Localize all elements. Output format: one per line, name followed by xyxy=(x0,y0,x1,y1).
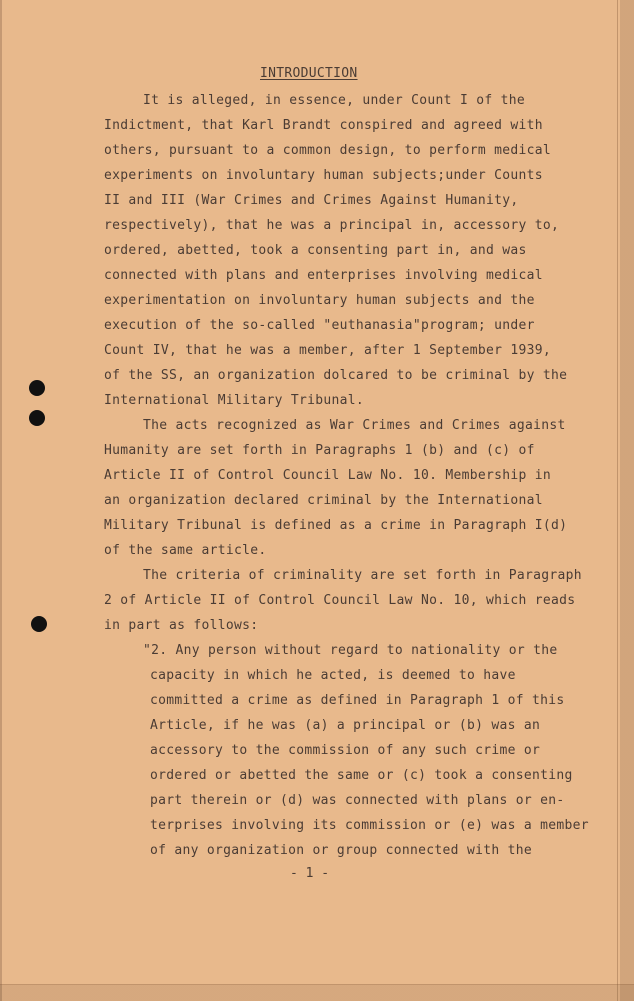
text-line: experiments on involuntary human subjects;under Counts xyxy=(104,168,543,183)
text-line: International Military Tribunal. xyxy=(104,393,365,408)
text-line: Indictment, that Karl Brandt conspired and agreed with xyxy=(104,118,543,133)
text-line: others, pursuant to a common design, to perform medical xyxy=(104,143,551,158)
text-line: The acts recognized as War Crimes and Crimes against xyxy=(143,418,566,433)
quoted-text-line: ordered or abetted the same or (c) took a consenting xyxy=(150,768,573,783)
text-line: Article II of Control Council Law No. 10. Membership in xyxy=(104,468,551,483)
text-line: of the same article. xyxy=(104,543,267,558)
text-line: in part as follows: xyxy=(104,618,259,633)
punch-hole-middle xyxy=(29,410,45,426)
text-line: Humanity are set forth in Paragraphs 1 (b) and (c) of xyxy=(104,443,535,458)
quoted-text-line: capacity in which he acted, is deemed to have xyxy=(150,668,516,683)
page-number: - 1 - xyxy=(290,866,330,881)
text-line: execution of the so-called "euthanasia"program; under xyxy=(104,318,535,333)
document-title: INTRODUCTION xyxy=(260,66,358,81)
page-left-edge xyxy=(0,0,2,1001)
quoted-text-line: accessory to the commission of any such crime or xyxy=(150,743,541,758)
text-line: experimentation on involuntary human subjects and the xyxy=(104,293,535,308)
quoted-text-line: part therein or (d) was connected with plans or en- xyxy=(150,793,565,808)
text-line: an organization declared criminal by the International xyxy=(104,493,543,508)
page-bottom-edge xyxy=(0,984,634,985)
quoted-text-line: Article, if he was (a) a principal or (b) was an xyxy=(150,718,541,733)
punch-hole-top xyxy=(29,380,45,396)
text-line: Military Tribunal is defined as a crime in Paragraph I(d) xyxy=(104,518,568,533)
quoted-text-line: terprises involving its commission or (e) was a member xyxy=(150,818,589,833)
text-line: Count IV, that he was a member, after 1 September 1939, xyxy=(104,343,551,358)
text-line: respectively), that he was a principal in, accessory to, xyxy=(104,218,560,233)
quoted-text-line: "2. Any person without regard to nationality or the xyxy=(143,643,558,658)
text-line: It is alleged, in essence, under Count I of the xyxy=(143,93,525,108)
text-line: ordered, abetted, took a consenting part in, and was xyxy=(104,243,527,258)
text-line: The criteria of criminality are set forth in Paragraph xyxy=(143,568,582,583)
text-line: II and III (War Crimes and Crimes Against Humanity, xyxy=(104,193,519,208)
page-right-edge xyxy=(617,0,618,1001)
quoted-text-line: of any organization or group connected with the xyxy=(150,843,532,858)
text-line: connected with plans and enterprises involving medical xyxy=(104,268,543,283)
punch-hole-bottom xyxy=(31,616,47,632)
text-line: 2 of Article II of Control Council Law No. 10, which reads xyxy=(104,593,576,608)
text-line: of the SS, an organization dolcared to be criminal by the xyxy=(104,368,568,383)
quoted-text-line: committed a crime as defined in Paragraph 1 of this xyxy=(150,693,565,708)
